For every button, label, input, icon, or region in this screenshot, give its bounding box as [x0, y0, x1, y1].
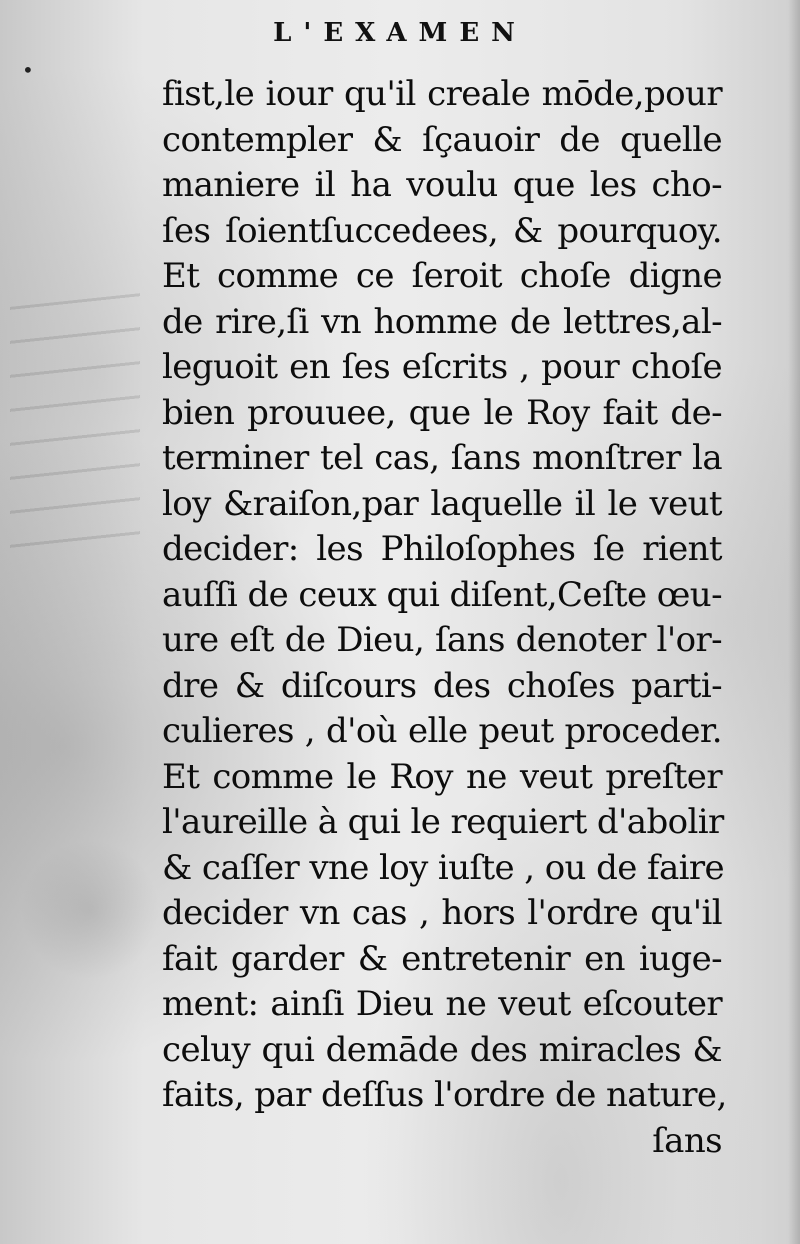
text-line: ment: ainſi Dieu ne veut eſcouter — [162, 984, 722, 1024]
text-line: culieres , d'où elle peut proceder. — [162, 711, 722, 751]
text-line: loy &raiſon,par laquelle il le veut — [162, 483, 722, 524]
text-line: ure eſt de Dieu, ſans denoter l'or- — [162, 620, 722, 660]
text-line: Et comme ce ſeroit choſe digne — [162, 256, 722, 296]
show-through-ink — [10, 293, 140, 567]
text-line: decider vn cas , hors l'ordre qu'il — [162, 893, 722, 933]
running-head: L'EXAMEN — [273, 18, 527, 48]
text-line: l'aureille à qui le requiert d'abolir — [162, 802, 724, 842]
text-line: fait garder & entretenir en iuge- — [162, 938, 722, 979]
text-line: Et comme le Roy ne veut preſter — [162, 756, 722, 797]
text-line: de rire,ſi vn homme de lettres,al- — [162, 301, 722, 342]
text-line: celuy qui demāde des miracles & — [162, 1029, 722, 1070]
catchword: ſans — [652, 1120, 722, 1161]
page-edge-shadow — [788, 0, 800, 1244]
text-line: fist,le iour qu'il creale mōde,pour — [162, 74, 722, 114]
text-line: bien prouuee, que le Roy fait de- — [162, 392, 722, 433]
text-line: terminer tel cas, ſans monſtrer la — [162, 438, 722, 478]
body-text — [162, 72, 727, 1164]
text-line: leguoit en ſes eſcrits , pour choſe — [162, 347, 722, 387]
text-line: maniere il ha voulu que les cho- — [162, 165, 722, 205]
text-line: & caſſer vne loy iuſte , ou de faire — [162, 847, 725, 888]
text-line: contempler & ſçauoir de quelle — [162, 119, 722, 160]
text-line: auſſi de ceux qui diſent,Ceſte œu- — [162, 574, 722, 615]
text-line: dre & diſcours des choſes parti- — [162, 665, 722, 706]
text-line: decider: les Philoſophes ſe rient — [162, 529, 722, 569]
text-line: faits, par deſſus l'ordre de nature, — [162, 1075, 727, 1115]
text-line: ſes ſoientſuccedees, & pourquoy. — [162, 210, 722, 251]
margin-mark: • — [22, 58, 34, 82]
page-stain — [20, 840, 160, 980]
